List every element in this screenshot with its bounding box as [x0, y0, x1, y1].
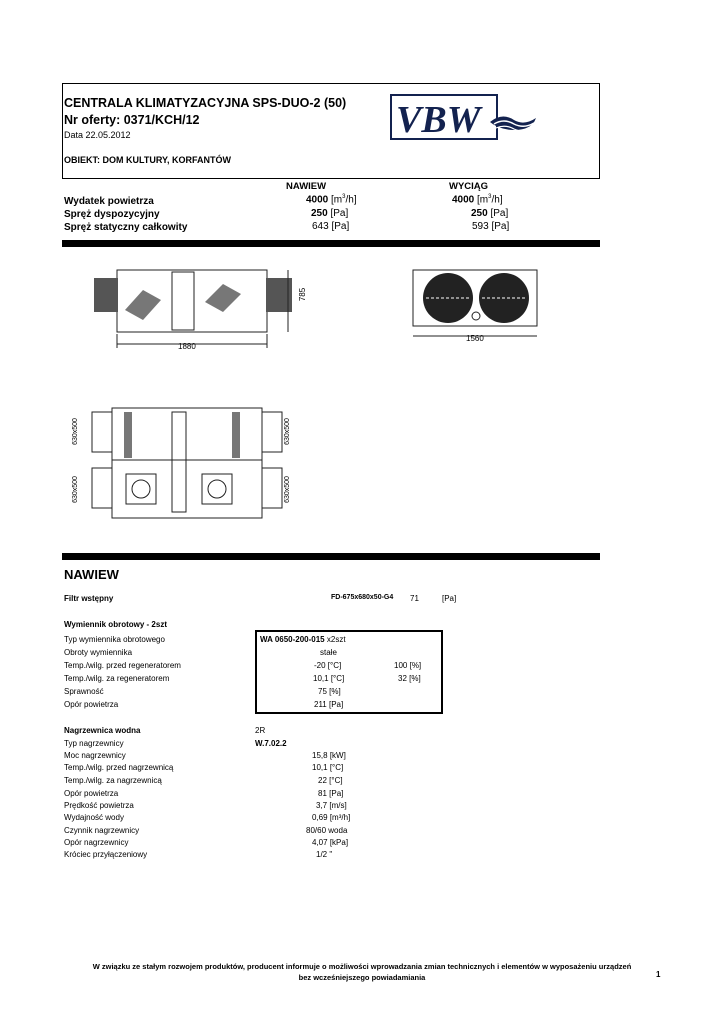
wheel-title: Wymiennik obrotowy - 2szt	[64, 620, 167, 629]
footer-note	[62, 961, 662, 983]
heater-connection: 1/2 "	[316, 850, 333, 859]
heater-label-power: Moc nagrzewnicy	[64, 751, 126, 760]
heater-label-velocity: Prędkość powietrza	[64, 801, 134, 810]
col-supply-header: NAWIEW	[286, 181, 327, 192]
heater-label-connection: Króciec przyłączeniowy	[64, 850, 148, 859]
dim-duct-c: 630x500	[283, 418, 291, 445]
heater-t-after: 22 [°C]	[318, 776, 343, 785]
wheel-label-rotation: Obroty wymiennika	[64, 648, 133, 657]
heater-t-before: 10,1 [°C]	[312, 763, 344, 772]
heater-label-water-flow: Wydajność wody	[64, 813, 124, 822]
wheel-h-before: 100 [%]	[394, 661, 422, 670]
footer-line-1: W związku ze stałym rozwojem produktów, producent informuje o możliwości wprowadzania zmian technicznych i elementów w wyposażeniu urządzeń	[92, 962, 632, 971]
filter-value: 71	[410, 594, 419, 603]
document-date: Data 22.05.2012	[64, 130, 131, 140]
dim-duct-b: 630x500	[71, 476, 79, 503]
vbw-logo	[390, 92, 540, 142]
airflow-exhaust: 4000 $[m^3/h]$	[452, 194, 503, 206]
heater-code: 2R	[255, 726, 266, 735]
dim-width: 1560	[466, 334, 484, 343]
heater-type-value: W.7.02.2	[255, 739, 287, 748]
heater-resistance: 81 [Pa]	[318, 789, 344, 798]
side-view-drawing	[80, 262, 315, 362]
total-static-supply: 643 [Pa]	[312, 221, 350, 232]
top-view-drawing	[72, 402, 302, 529]
object-name: OBIEKT: DOM KULTURY, KORFANTÓW	[64, 155, 231, 165]
wheel-resistance: 211 [Pa]	[314, 700, 344, 709]
offer-number: Nr oferty: 0371/KCH/12	[64, 113, 200, 127]
airflow-label: Wydatek powietrza	[64, 196, 154, 207]
wheel-label-type: Typ wymiennika obrotowego	[64, 635, 165, 644]
divider-bar	[62, 240, 600, 247]
heater-label-type: Typ nagrzewnicy	[64, 739, 124, 748]
wheel-label-after: Temp./wilg. za regeneratorem	[64, 674, 170, 683]
dim-height: 785	[298, 287, 308, 302]
dim-duct-d: 630x500	[283, 476, 291, 503]
total-static-label: Spręż statyczny całkowity	[64, 222, 188, 233]
wheel-t-before: -20 [°C]	[314, 661, 342, 670]
heater-title: Nagrzewnica wodna	[64, 726, 141, 735]
section-divider-bar	[62, 553, 600, 560]
wheel-label-before: Temp./wilg. przed regeneratorem	[64, 661, 181, 670]
heater-label-water-resistance: Opór nagrzewnicy	[64, 838, 129, 847]
heater-label-medium: Czynnik nagrzewnicy	[64, 826, 140, 835]
wheel-h-after: 32 [%]	[398, 674, 421, 683]
page-number: 1	[656, 970, 661, 979]
available-pressure-label: Spręż dyspozycyjny	[64, 209, 160, 220]
wheel-label-resistance: Opór powietrza	[64, 700, 119, 709]
airflow-supply: 4000 $[m^3/h]$	[306, 194, 357, 206]
wheel-label-efficiency: Sprawność	[64, 687, 104, 696]
filter-label: Filtr wstępny	[64, 594, 114, 603]
wheel-rotation: stałe	[320, 648, 337, 657]
dim-length: 1880	[178, 342, 196, 351]
footer-line-2: bez wcześniejszego powiadamiania	[298, 973, 426, 982]
heater-label-before: Temp./wilg. przed nagrzewnicą	[64, 763, 174, 772]
heater-label-after: Temp./wilg. za nagrzewnicą	[64, 776, 162, 785]
total-static-exhaust: 593 [Pa]	[472, 221, 510, 232]
heater-power: 15,8 [kW]	[312, 751, 346, 760]
heater-medium: 80/60 woda	[306, 826, 348, 835]
filter-unit: [Pa]	[442, 594, 457, 603]
section-title: NAWIEW	[64, 567, 119, 582]
heater-water-flow: 0,69 [m³/h]	[312, 813, 351, 822]
document-title: CENTRALA KLIMATYZACYJNA SPS-DUO-2 (50)	[64, 96, 347, 110]
heater-water-resistance: 4,07 [kPa]	[312, 838, 349, 847]
available-pressure-exhaust: 250 [Pa]	[471, 208, 509, 219]
col-exhaust-header: WYCIĄG	[449, 181, 489, 192]
filter-model: FD-675x680x50-G4	[331, 594, 394, 601]
dim-duct-a: 630x500	[71, 418, 79, 445]
logo-text: VBW	[396, 99, 481, 141]
wheel-t-after: 10,1 [°C]	[313, 674, 345, 683]
available-pressure-supply: 250 [Pa]	[311, 208, 349, 219]
heater-velocity: 3,7 [m/s]	[316, 801, 347, 810]
heater-label-resistance: Opór powietrza	[64, 789, 119, 798]
wheel-model: WA 0650-200-015 x2szt	[260, 635, 346, 644]
wheel-efficiency: 75 [%]	[318, 687, 341, 696]
